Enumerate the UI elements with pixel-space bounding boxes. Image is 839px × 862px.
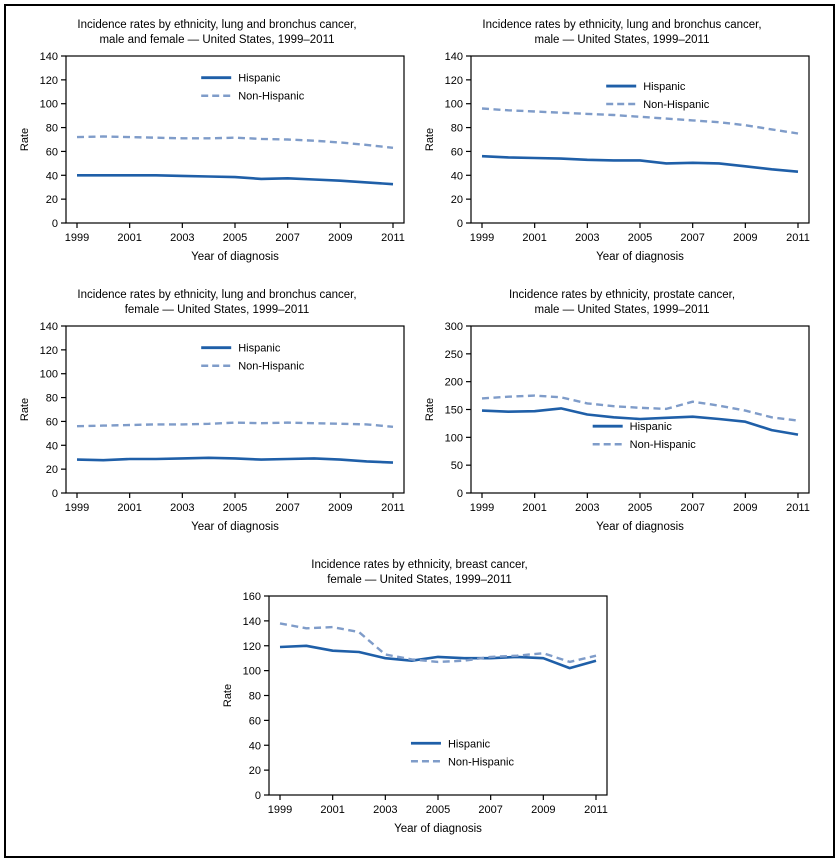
chart-title-line1: Incidence rates by ethnicity, lung and bronchus cancer,	[482, 19, 762, 31]
plot-frame	[471, 56, 809, 223]
y-axis-ticks	[445, 321, 471, 500]
y-axis-ticks	[40, 321, 66, 500]
chart-title	[16, 18, 418, 48]
y-axis-label: Rate	[19, 397, 31, 421]
chart-title-line2: female — United States, 1999–2011	[124, 303, 310, 316]
plot-svg	[16, 49, 418, 275]
svg-text:1999: 1999	[267, 803, 292, 816]
svg-text:0: 0	[51, 487, 58, 500]
svg-text:2001: 2001	[117, 501, 142, 514]
svg-text:100: 100	[444, 98, 463, 111]
chart-title-line1: Incidence rates by ethnicity, prostate cancer,	[508, 288, 736, 301]
svg-text:2005: 2005	[627, 231, 653, 244]
x-axis-label: Year of diagnosis	[596, 520, 684, 533]
charts-row-3	[16, 556, 823, 852]
x-axis-label: Year of diagnosis	[393, 822, 482, 835]
svg-text:100: 100	[444, 432, 463, 445]
legend-label-non-hispanic: Non-Hispanic	[643, 98, 710, 111]
legend-label-non-hispanic: Non-Hispanic	[629, 438, 696, 451]
y-axis-ticks	[242, 591, 268, 802]
svg-text:40: 40	[248, 739, 261, 752]
svg-text:80: 80	[45, 122, 58, 135]
svg-text:120: 120	[39, 74, 58, 87]
chart-title-line2: male — United States, 1999–2011	[534, 303, 710, 316]
plot-svg	[421, 49, 823, 275]
svg-text:60: 60	[45, 416, 58, 429]
legend-label-non-hispanic: Non-Hispanic	[238, 90, 305, 103]
chart-lung-bronchus-male	[421, 16, 823, 280]
svg-text:1999: 1999	[64, 501, 90, 514]
svg-text:2001: 2001	[522, 501, 547, 514]
svg-text:2009: 2009	[328, 231, 353, 244]
charts-row-2	[16, 286, 823, 550]
svg-text:120: 120	[242, 640, 261, 653]
x-axis-ticks	[65, 493, 405, 514]
svg-text:2003: 2003	[575, 231, 600, 244]
svg-text:140: 140	[444, 50, 463, 63]
x-axis-ticks	[470, 493, 810, 514]
y-axis-label: Rate	[19, 127, 31, 151]
y-axis-label: Rate	[424, 397, 436, 421]
svg-text:50: 50	[450, 459, 463, 472]
chart-title	[421, 288, 823, 318]
svg-text:150: 150	[444, 404, 463, 417]
y-axis-ticks	[40, 51, 66, 230]
legend-label-hispanic: Hispanic	[238, 342, 281, 355]
svg-text:80: 80	[450, 122, 463, 135]
legend-label-non-hispanic: Non-Hispanic	[447, 755, 514, 768]
chart-plot-area	[16, 49, 418, 280]
svg-text:60: 60	[450, 146, 463, 159]
svg-text:1999: 1999	[469, 501, 495, 514]
svg-text:2011: 2011	[583, 803, 608, 816]
svg-text:0: 0	[456, 487, 463, 500]
plot-svg	[219, 589, 621, 847]
svg-text:2001: 2001	[117, 231, 142, 244]
svg-text:2003: 2003	[170, 231, 195, 244]
svg-text:80: 80	[248, 690, 261, 703]
svg-text:250: 250	[444, 348, 463, 361]
svg-text:20: 20	[45, 463, 58, 476]
svg-text:60: 60	[45, 146, 58, 159]
x-axis-label: Year of diagnosis	[596, 250, 684, 263]
svg-text:2007: 2007	[680, 501, 705, 514]
svg-text:100: 100	[39, 98, 58, 111]
legend-label-hispanic: Hispanic	[643, 80, 686, 93]
svg-text:120: 120	[444, 74, 463, 87]
svg-text:120: 120	[39, 344, 58, 357]
svg-text:2009: 2009	[530, 803, 556, 816]
chart-title-line1: Incidence rates by ethnicity, lung and bronchus cancer,	[77, 288, 357, 301]
svg-text:160: 160	[242, 590, 261, 603]
svg-text:0: 0	[456, 217, 463, 230]
chart-title	[421, 18, 823, 48]
svg-text:2007: 2007	[275, 501, 300, 514]
svg-text:2003: 2003	[575, 501, 600, 514]
legend-label-non-hispanic: Non-Hispanic	[238, 360, 305, 373]
chart-plot-area	[421, 49, 823, 280]
svg-text:2001: 2001	[319, 803, 345, 816]
svg-text:2011: 2011	[381, 501, 405, 514]
chart-lung-bronchus-male-female	[16, 16, 418, 280]
svg-text:1999: 1999	[64, 231, 90, 244]
x-axis-ticks	[267, 795, 607, 816]
chart-title-line1: Incidence rates by ethnicity, breast cancer,	[311, 558, 528, 571]
plot-svg	[16, 319, 418, 545]
x-axis-label: Year of diagnosis	[191, 520, 279, 533]
svg-text:2003: 2003	[372, 803, 398, 816]
svg-text:2007: 2007	[680, 231, 705, 244]
svg-text:40: 40	[45, 440, 58, 453]
svg-text:60: 60	[248, 715, 261, 727]
svg-text:2007: 2007	[477, 803, 503, 816]
legend-label-hispanic: Hispanic	[629, 420, 672, 433]
svg-text:2003: 2003	[170, 501, 195, 514]
svg-text:140: 140	[39, 50, 58, 63]
y-axis-label: Rate	[424, 127, 436, 151]
chart-title-line2: female — United States, 1999–2011	[327, 573, 512, 586]
x-axis-label: Year of diagnosis	[191, 250, 279, 263]
x-axis-ticks	[65, 223, 405, 244]
svg-text:140: 140	[39, 320, 58, 333]
svg-text:20: 20	[450, 194, 463, 207]
chart-breast-female	[219, 556, 621, 852]
svg-text:0: 0	[51, 217, 58, 230]
svg-text:2007: 2007	[275, 231, 300, 244]
svg-text:1999: 1999	[469, 231, 495, 244]
plot-frame	[66, 56, 404, 223]
svg-text:0: 0	[254, 789, 261, 802]
chart-title-line1: Incidence rates by ethnicity, lung and bronchus cancer,	[77, 19, 357, 31]
svg-text:100: 100	[242, 665, 261, 678]
plot-svg	[421, 319, 823, 545]
y-axis-label: Rate	[221, 683, 234, 707]
svg-text:2005: 2005	[222, 231, 248, 244]
chart-plot-area	[421, 319, 823, 550]
chart-plot-area	[219, 589, 621, 852]
svg-text:200: 200	[444, 376, 463, 389]
svg-text:2001: 2001	[522, 231, 547, 244]
chart-plot-area	[16, 319, 418, 550]
charts-row-1	[16, 16, 823, 280]
svg-text:2011: 2011	[786, 501, 810, 514]
svg-text:20: 20	[248, 764, 261, 777]
svg-text:2005: 2005	[425, 803, 450, 816]
svg-text:2009: 2009	[733, 501, 758, 514]
svg-text:300: 300	[444, 320, 463, 333]
svg-text:80: 80	[45, 392, 58, 405]
x-axis-ticks	[470, 223, 810, 244]
svg-text:40: 40	[45, 170, 58, 183]
plot-frame	[269, 596, 607, 795]
chart-title	[16, 288, 418, 318]
svg-text:2011: 2011	[381, 231, 405, 244]
plot-frame	[471, 326, 809, 493]
legend-label-hispanic: Hispanic	[447, 737, 490, 750]
chart-title	[219, 558, 621, 588]
svg-text:140: 140	[242, 615, 261, 628]
svg-text:100: 100	[39, 368, 58, 381]
y-axis-ticks	[445, 51, 471, 230]
report-page-frame	[4, 4, 835, 858]
legend-label-hispanic: Hispanic	[238, 72, 281, 85]
svg-text:40: 40	[450, 170, 463, 183]
chart-title-line2: male — United States, 1999–2011	[534, 33, 710, 46]
chart-lung-bronchus-female	[16, 286, 418, 550]
chart-title-line2: male and female — United States, 1999–2011	[99, 33, 335, 46]
svg-text:2005: 2005	[627, 501, 653, 514]
plot-frame	[66, 326, 404, 493]
svg-text:2005: 2005	[222, 501, 248, 514]
svg-text:20: 20	[45, 194, 58, 207]
svg-text:2011: 2011	[786, 231, 810, 244]
svg-text:2009: 2009	[733, 231, 758, 244]
chart-prostate-male	[421, 286, 823, 550]
svg-text:2009: 2009	[328, 501, 353, 514]
